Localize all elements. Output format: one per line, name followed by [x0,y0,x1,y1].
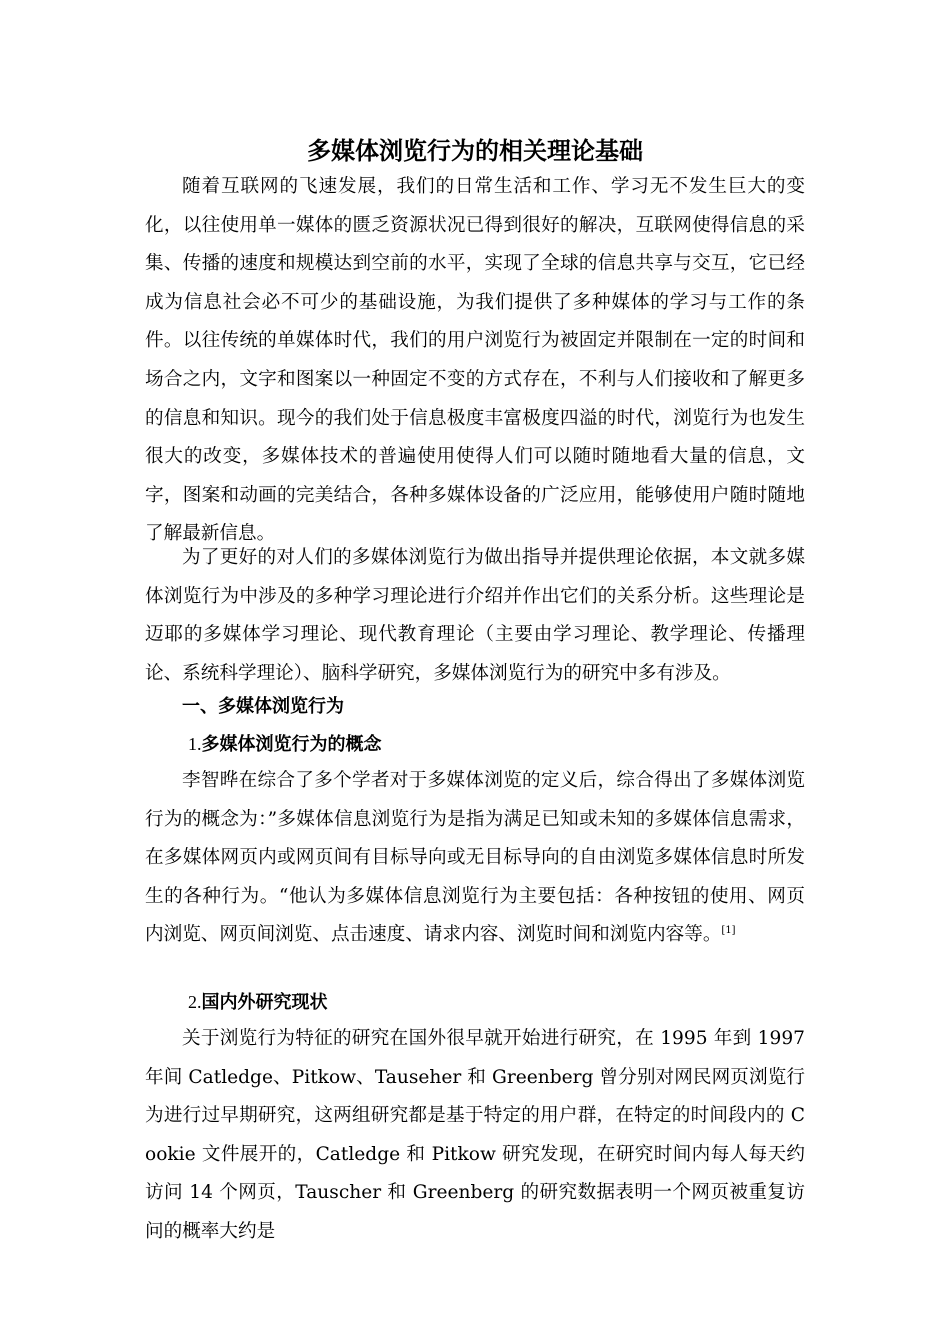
subsection-heading-1 [188,729,382,760]
subsection-title: 多媒体浏览行为的概念 [201,734,382,755]
subsection-number: 2. [188,992,202,1012]
paragraph-research-status: 关于浏览行为特征的研究在国外很早就开始进行研究，在 1995 年到 1997 年间 Catledge、Pitkow、Tauseher 和 Greenberg 曾分别对网民网页浏览行为进行过早期研究，这两组研究都是基于特定的用户群，在特定的时间段内的 Cookie 文件展开的，Catledge 和 Pitkow 研究发现，在研究时间内每人每天约访问 14 个网页，Tauscher 和 Greenberg 的研究数据表明一个网页被重复访问的概率大约是 [145,1028,805,1242]
section-heading-1: 一、多媒体浏览行为 [182,696,344,717]
paragraph-concept [145,762,805,955]
subsection-title: 国内外研究现状 [201,992,328,1013]
document-title: 多媒体浏览行为的相关理论基础 [307,137,643,165]
subsection-heading-2 [188,987,328,1018]
paragraph-purpose: 为了更好的对人们的多媒体浏览行为做出指导并提供理论依据，本文就多媒体浏览行为中涉及的多种学习理论进行介绍并作出它们的关系分析。这些理论是迈耶的多媒体学习理论、现代教育理论（主要由学习理论、教学理论、传播理论、系统科学理论）、脑科学研究，多媒体浏览行为的研究中多有涉及。 [145,547,805,684]
concept-text: 李智晔在综合了多个学者对于多媒体浏览的定义后，综合得出了多媒体浏览行为的概念为：”多媒体信息浏览行为是指为满足已知或未知的多媒体信息需求，在多媒体网页内或网页间有目标导向或无目标导向的自由浏览多媒体信息时所发生的各种行为。“他认为多媒体信息浏览行为主要包括：各种按钮的使用、网页内浏览、网页间浏览、点击速度、请求内容、浏览时间和浏览内容等。 [145,770,805,946]
subsection-number: 1. [188,734,202,754]
paragraph-intro: 随着互联网的飞速发展，我们的日常生活和工作、学习无不发生巨大的变化，以往使用单一媒体的匮乏资源状况已得到很好的解决，互联网使得信息的采集、传播的速度和规模达到空前的水平，实现了全球的信息共享与交互，它已经成为信息社会必不可少的基础设施，为我们提供了多种媒体的学习与工作的条件。以往传统的单媒体时代，我们的用户浏览行为被固定并限制在一定的时间和场合之内，文字和图案以一种固定不变的方式存在，不利与人们接收和了解更多的信息和知识。现今的我们处于信息极度丰富极度四溢的时代，浏览行为也发生很大的改变，多媒体技术的普遍使用使得人们可以随时随地看大量的信息，文字，图案和动画的完美结合，各种多媒体设备的广泛应用，能够使用户随时随地了解最新信息。 [145,176,805,545]
citation-ref: [1] [721,925,736,937]
